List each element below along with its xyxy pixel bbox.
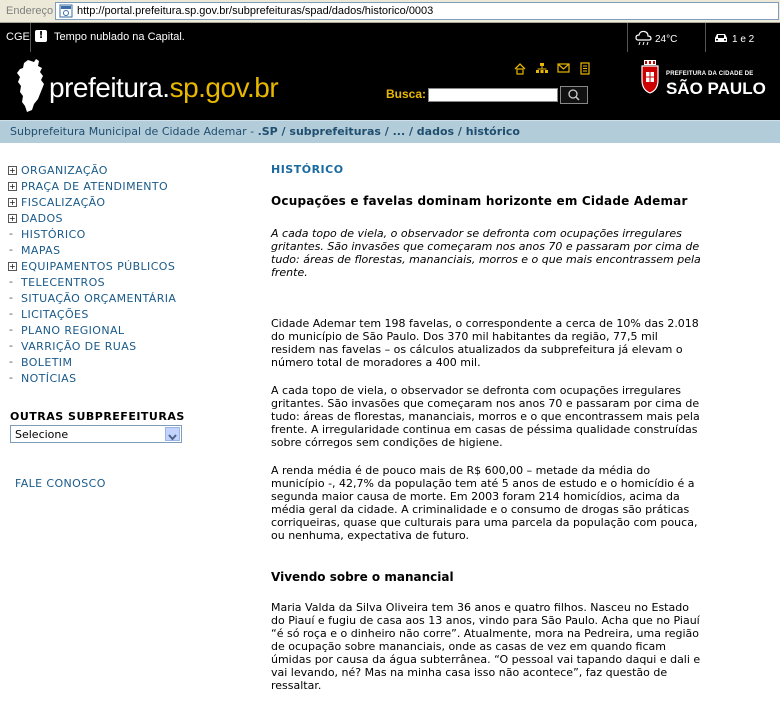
url-text: http://portal.prefeitura.sp.gov.br/subprefeituras/spad/dados/historico/0003 <box>77 5 434 17</box>
bullet-dash: - <box>9 243 14 256</box>
article-subtitle: Vivendo sobre o manancial <box>271 570 454 584</box>
brand-logo[interactable] <box>49 72 278 104</box>
article-paragraph: A cada topo de viela, o observador se defronta com ocupações irregulares gritantes. São invasões que começaram nos anos 70 e passaram por cima de tudo: áreas de florestas, mananciais, morros e o que encontrassem mais pela frente. A irregularidade continua em casas de péssima qualidade construídas sobre córregos sem condições de higiene. <box>271 384 700 449</box>
car-icon <box>713 32 729 44</box>
expand-icon[interactable]: + <box>9 182 17 191</box>
sidebar-item-boletim[interactable]: - BOLETIM <box>9 355 73 369</box>
page-icon <box>59 4 73 18</box>
weather-text[interactable]: Tempo nublado na Capital. <box>54 31 185 43</box>
sidebar-item-equipamentos-publicos[interactable]: + EQUIPAMENTOS PÚBLICOS <box>9 260 176 273</box>
bullet-dash: - <box>9 291 14 304</box>
search-input[interactable] <box>428 88 558 102</box>
divider <box>627 23 628 52</box>
sidebar-item-telecentros[interactable]: - TELECENTROS <box>9 275 106 289</box>
sidebar-item-varricao-de-ruas[interactable]: - VARRIÇÃO DE RUAS <box>9 339 137 353</box>
bullet-dash: - <box>9 371 14 384</box>
article-paragraph: Cidade Ademar tem 198 favelas, o correspondente a cerca de 10% das 2.018 do município de São Paulo. Dos 370 mil habitantes da região, 77,5 mil residem nas favelas – os cálculos atualizados da subprefeitura já elevam o número total de moradores a 400 mil. <box>271 317 699 369</box>
search-label: Busca: <box>386 87 427 101</box>
article-title: Ocupações e favelas dominam horizonte em Cidade Ademar <box>271 194 688 208</box>
brand-main: prefeitura. <box>49 72 170 103</box>
bullet-dash: - <box>9 307 14 320</box>
sidebar-item-situacao-orcamentaria[interactable]: - SITUAÇÃO ORÇAMENTÁRIA <box>9 291 177 305</box>
dropdown-arrow[interactable] <box>165 427 180 441</box>
address-bar <box>0 0 780 23</box>
sidebar-item-historico[interactable]: - HISTÓRICO <box>9 227 86 241</box>
search-button[interactable] <box>560 86 588 104</box>
article-paragraph: A renda média é de pouco mais de R$ 600,00 – metade da média do município -, 42,7% da população tem até 5 anos de estudo e o homicídio é a segunda maior causa de morte. Em 2003 foram 214 homicídios, acima da média geral da cidade. A criminalidade e o consumo de drogas são práticas corriqueiras, quase que culturais para uma parcela da população com pouca, ou nenhuma, expectativa de futuro. <box>271 464 698 542</box>
mail-icon[interactable] <box>558 64 569 72</box>
article <box>271 163 701 692</box>
sidebar-item-praca-de-atendimento[interactable]: + PRAÇA DE ATENDIMENTO <box>9 180 169 193</box>
brand-accent: sp.gov.br <box>169 72 279 103</box>
print-icon[interactable] <box>581 63 589 74</box>
divider <box>30 23 31 52</box>
alert-icon: ! <box>35 30 47 42</box>
header-tools <box>514 62 594 76</box>
cloud-icon <box>634 28 654 46</box>
divider <box>705 23 706 52</box>
article-paragraph: Maria Valda da Silva Oliveira tem 36 anos e quatro filhos. Nasceu no Estado do Piauí e fugiu de casa aos 13 anos, vindo para São Paulo. Acha que no Piauí “é só roça e o dinheiro não corre”. Atualmente, mora na Pedreira, uma região de ocupação sobre mananciais, onde as casas de vez em quando ficam úmidas por causa da água subterrânea. “O pessoal vai tapando daqui e dali e vai levando, né? Mas na minha casa isso não acontece”, faz questão de ressaltar. <box>271 601 701 692</box>
address-field[interactable] <box>55 2 779 20</box>
site-header <box>0 52 780 120</box>
breadcrumb-path[interactable]: .SP / subprefeituras / ... / dados / histórico <box>257 125 520 138</box>
sidebar-item-noticias[interactable]: - NOTÍCIAS <box>9 371 77 385</box>
fale-conosco-link[interactable]: FALE CONOSCO <box>15 477 106 490</box>
address-label: Endereço <box>6 5 54 17</box>
expand-icon[interactable]: + <box>9 262 17 271</box>
breadcrumb <box>0 120 780 143</box>
expand-icon[interactable]: + <box>9 214 17 223</box>
sidebar-item-dados[interactable]: + DADOS <box>9 212 63 225</box>
sidebar-item-mapas[interactable]: - MAPAS <box>9 243 61 257</box>
bullet-dash: - <box>9 275 14 288</box>
sidebar-item-fiscalizacao[interactable]: + FISCALIZAÇÃO <box>9 196 106 209</box>
bullet-dash: - <box>9 355 14 368</box>
bullet-dash: - <box>9 323 14 336</box>
search-icon <box>561 87 587 103</box>
home-icon[interactable] <box>515 64 525 74</box>
sidebar-item-organizacao[interactable]: + ORGANIZAÇÃO <box>9 164 108 177</box>
bullet-dash: - <box>9 227 14 240</box>
sitemap-icon[interactable] <box>536 63 548 73</box>
sp-map-logo[interactable] <box>14 58 48 114</box>
cge-label[interactable]: CGE <box>6 31 30 43</box>
city-hall-label: PREFEITURA DA CIDADE DE <box>666 71 754 77</box>
subprefeitura-select[interactable] <box>10 425 182 443</box>
outras-subprefeituras-heading: OUTRAS SUBPREFEITURAS <box>10 410 185 423</box>
cge-bar <box>0 23 780 52</box>
city-crest-icon <box>640 60 660 94</box>
select-value: Selecione <box>15 428 69 441</box>
breadcrumb-prefix: Subprefeitura Municipal de Cidade Ademar - <box>10 125 258 138</box>
traffic-text[interactable]: 1 e 2 <box>732 34 755 45</box>
article-lead: A cada topo de viela, o observador se defronta com ocupações irregulares gritantes. São invasões que começaram nos anos 70 e passaram por cima de tudo: áreas de florestas, mananciais, morros e o que mais encontrassem pela frente. <box>271 227 701 279</box>
temperature: 24°C <box>655 34 678 45</box>
chevron-down-icon <box>166 431 179 443</box>
expand-icon[interactable]: + <box>9 198 17 207</box>
expand-icon[interactable]: + <box>9 166 17 175</box>
bullet-dash: - <box>9 339 14 352</box>
section-heading: HISTÓRICO <box>271 163 344 176</box>
city-name[interactable]: SÃO PAULO <box>666 79 766 98</box>
sidebar-item-licitacoes[interactable]: - LICITAÇÕES <box>9 307 89 321</box>
sidebar-item-plano-regional[interactable]: - PLANO REGIONAL <box>9 323 125 337</box>
sidebar-nav <box>8 163 208 387</box>
